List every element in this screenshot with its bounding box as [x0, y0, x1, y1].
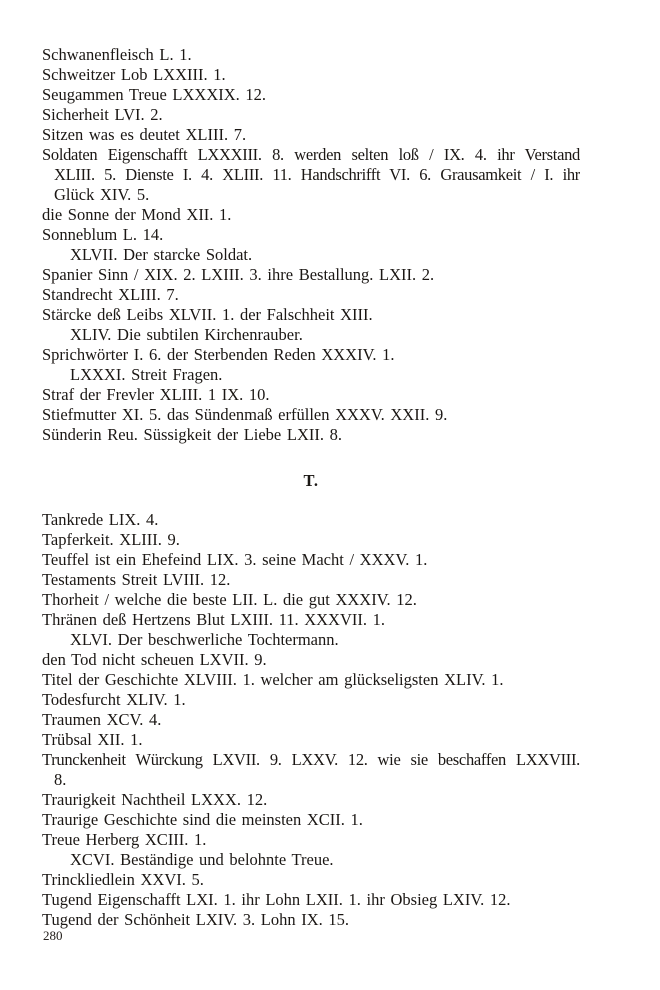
section-heading-t: T. [303, 471, 319, 490]
index-line: Tapferkeit. XLIII. 9. [42, 530, 180, 549]
index-line: Thränen deß Hertzens Blut LXIII. 11. XXXVII. 1. [42, 610, 385, 629]
page-number: 280 [43, 928, 63, 943]
index-line: Schwanenfleisch L. 1. [42, 45, 192, 64]
index-line: Sicherheit LVI. 2. [42, 105, 163, 124]
index-line: Tugend der Schönheit LXIV. 3. Lohn IX. 15. [42, 910, 350, 929]
index-line: Trunckenheit Würckung LXVII. 9. LXXV. 12. wie sie beschaffen LXXVIII. [42, 750, 580, 769]
index-line: Trübsal XII. 1. [42, 730, 143, 749]
index-line: XLVI. Der beschwerliche Tochtermann. [70, 630, 339, 649]
index-line: Straf der Frevler XLIII. 1 IX. 10. [42, 385, 270, 404]
index-line: Thorheit / welche die beste LII. L. die gut XXXIV. 12. [42, 590, 417, 609]
index-line: 8. [54, 770, 67, 789]
index-line: XLIV. Die subtilen Kirchenrauber. [70, 325, 303, 344]
index-line: Soldaten Eigenschafft LXXXIII. 8. werden selten loß / IX. 4. ihr Verstand [42, 145, 580, 164]
index-line: XCVI. Beständige und belohnte Treue. [70, 850, 334, 869]
index-line: Traumen XCV. 4. [42, 710, 162, 729]
index-line: XLVII. Der starcke Soldat. [70, 245, 253, 264]
index-line: Todesfurcht XLIV. 1. [42, 690, 186, 709]
index-line: Sprichwörter I. 6. der Sterbenden Reden XXXIV. 1. [42, 345, 395, 364]
index-line: Traurige Geschichte sind die meinsten XCII. 1. [42, 810, 363, 829]
index-line: Standrecht XLIII. 7. [42, 285, 179, 304]
index-line: LXXXI. Streit Fragen. [70, 365, 223, 384]
index-line: Traurigkeit Nachtheil LXXX. 12. [42, 790, 268, 809]
index-line: Treue Herberg XCIII. 1. [42, 830, 207, 849]
index-section-t [42, 510, 580, 930]
index-line: die Sonne der Mond XII. 1. [42, 205, 232, 224]
index-line: Sitzen was es deutet XLIII. 7. [42, 125, 247, 144]
index-section-s [42, 45, 580, 445]
index-line: den Tod nicht scheuen LXVII. 9. [42, 650, 267, 669]
index-line: Schweitzer Lob LXXIII. 1. [42, 65, 226, 84]
index-line: Stärcke deß Leibs XLVII. 1. der Falschheit XIII. [42, 305, 373, 324]
index-line: Titel der Geschichte XLVIII. 1. welcher am glückseligsten XLIV. 1. [42, 670, 504, 689]
index-line: Sonneblum L. 14. [42, 225, 164, 244]
index-line: Spanier Sinn / XIX. 2. LXIII. 3. ihre Bestallung. LXII. 2. [42, 265, 435, 284]
index-text-block [42, 45, 580, 930]
index-line: XLIII. 5. Dienste I. 4. XLIII. 11. Handschrifft VI. 6. Grausamkeit / I. ihr [54, 165, 580, 184]
index-line: Testaments Streit LVIII. 12. [42, 570, 231, 589]
index-line: Trinckliedlein XXVI. 5. [42, 870, 204, 889]
index-line: Teuffel ist ein Ehefeind LIX. 3. seine Macht / XXXV. 1. [42, 550, 428, 569]
index-line: Seugammen Treue LXXXIX. 12. [42, 85, 267, 104]
index-line: Glück XIV. 5. [54, 185, 150, 204]
index-line: Sünderin Reu. Süssigkeit der Liebe LXII. 8. [42, 425, 342, 444]
index-line: Tugend Eigenschafft LXI. 1. ihr Lohn LXII. 1. ihr Obsieg LXIV. 12. [42, 890, 511, 909]
index-line: Stiefmutter XI. 5. das Sündenmaß erfüllen XXXV. XXII. 9. [42, 405, 448, 424]
index-line: Tankrede LIX. 4. [42, 510, 159, 529]
